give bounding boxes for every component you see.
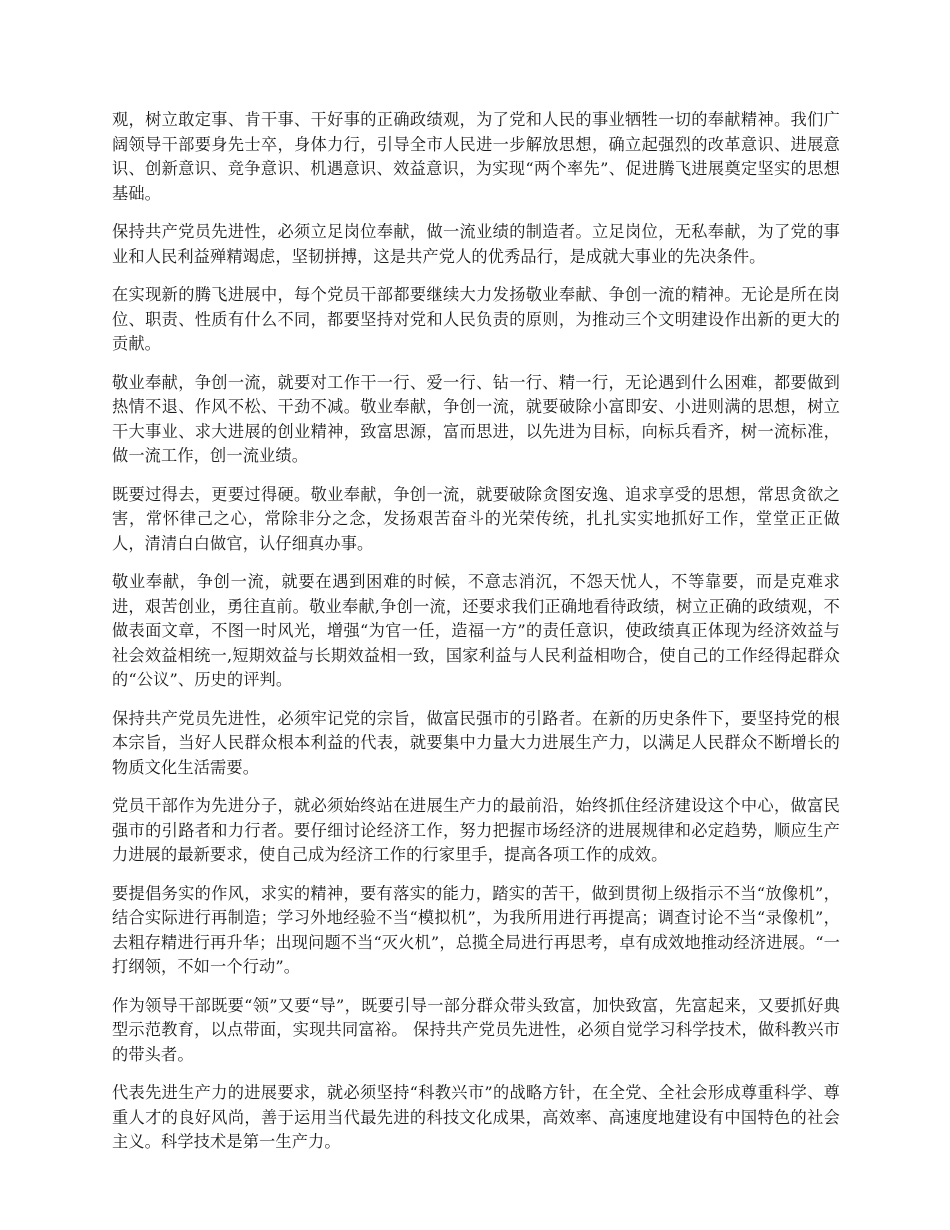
paragraph: 要提倡务实的作风，求实的精神，要有落实的能力，踏实的苦干，做到贯彻上级指示不当“放像机”，结合实际进行再制造；学习外地经验不当“模拟机”，为我所用进行再提高；调查讨论不当“录像机”，去粗存精进行再升华；出现问题不当“灭火机”，总揽全局进行再思考，卓有成效地推动经济进展。“一打纲领，不如一个行动”。 xyxy=(112,883,840,976)
paragraph: 既要过得去，更要过得硬。敬业奉献，争创一流，就要破除贪图安逸、追求享受的思想，常思贪欲之害，常怀律己之心，常除非分之念，发扬艰苦奋斗的光荣传统，扎扎实实地抓好工作，堂堂正正做人，清清白白做官，认仔细真办事。 xyxy=(112,484,840,553)
paragraph: 保持共产党员先进性，必须立足岗位奉献，做一流业绩的制造者。立足岗位，无私奉献，为了党的事业和人民利益殚精竭虑，坚韧拼搏，这是共产党人的优秀品行，是成就大事业的先决条件。 xyxy=(112,222,840,266)
paragraph: 作为领导干部既要“领”又要“导”，既要引导一部分群众带头致富，加快致富，先富起来，又要抓好典型示范教育，以点带面，实现共同富裕。 保持共产党员先进性，必须自觉学习科学技术，做科教兴市的带头者。 xyxy=(112,995,840,1064)
paragraph: 代表先进生产力的进展要求，就必须坚持“科教兴市”的战略方针，在全党、全社会形成尊重科学、尊重人才的良好风尚，善于运用当代最先进的科技文化成果，高效率、高速度地建设有中国特色的社会主义。科学技术是第一生产力。 xyxy=(112,1083,840,1151)
paragraph: 保持共产党员先进性，必须牢记党的宗旨，做富民强市的引路者。在新的历史条件下，要坚持党的根本宗旨，当好人民群众根本利益的代表，就要集中力量大力进展生产力，以满足人民群众不断增长的物质文化生活需要。 xyxy=(112,708,840,777)
document-body xyxy=(112,108,840,1169)
paragraph: 敬业奉献，争创一流，就要对工作干一行、爱一行、钻一行、精一行，无论遇到什么困难，都要做到热情不退、作风不松、干劲不减。敬业奉献，争创一流，就要破除小富即安、小进则满的思想，树立干大事业、求大进展的创业精神，致富思源，富而思进，以先进为目标，向标兵看齐，树一流标准，做一流工作，创一流业绩。 xyxy=(112,372,840,465)
paragraph: 党员干部作为先进分子，就必须始终站在进展生产力的最前沿，始终抓住经济建设这个中心，做富民强市的引路者和力行者。要仔细讨论经济工作，努力把握市场经济的进展规律和必定趋势，顺应生产力进展的最新要求，使自己成为经济工作的行家里手，提高各项工作的成效。 xyxy=(112,796,840,864)
paragraph: 在实现新的腾飞进展中，每个党员干部都要继续大力发扬敬业奉献、争创一流的精神。无论是所在岗位、职责、性质有什么不同，都要坚持对党和人民负责的原则，为推动三个文明建设作出新的更大的贡献。 xyxy=(112,285,840,353)
paragraph: 敬业奉献，争创一流，就要在遇到困难的时候，不意志消沉，不怨天忧人，不等靠要，而是克难求进，艰苦创业，勇往直前。敬业奉献,争创一流，还要求我们正确地看待政绩，树立正确的政绩观，不做表面文章，不图一时风光，增强“为官一任，造福一方”的责任意识，使政绩真正体现为经济效益与社会效益相统一,短期效益与长期效益相一致，国家利益与人民利益相吻合，使自己的工作经得起群众的“公议”、历史的评判。 xyxy=(112,572,840,689)
paragraph: 观，树立敢定事、肯干事、干好事的正确政绩观，为了党和人民的事业牺牲一切的奉献精神。我们广阔领导干部要身先士卒，身体力行，引导全市人民进一步解放思想，确立起强烈的改革意识、进展意识、创新意识、竞争意识、机遇意识、效益意识，为实现“两个率先”、促进腾飞进展奠定坚实的思想基础。 xyxy=(112,110,840,203)
